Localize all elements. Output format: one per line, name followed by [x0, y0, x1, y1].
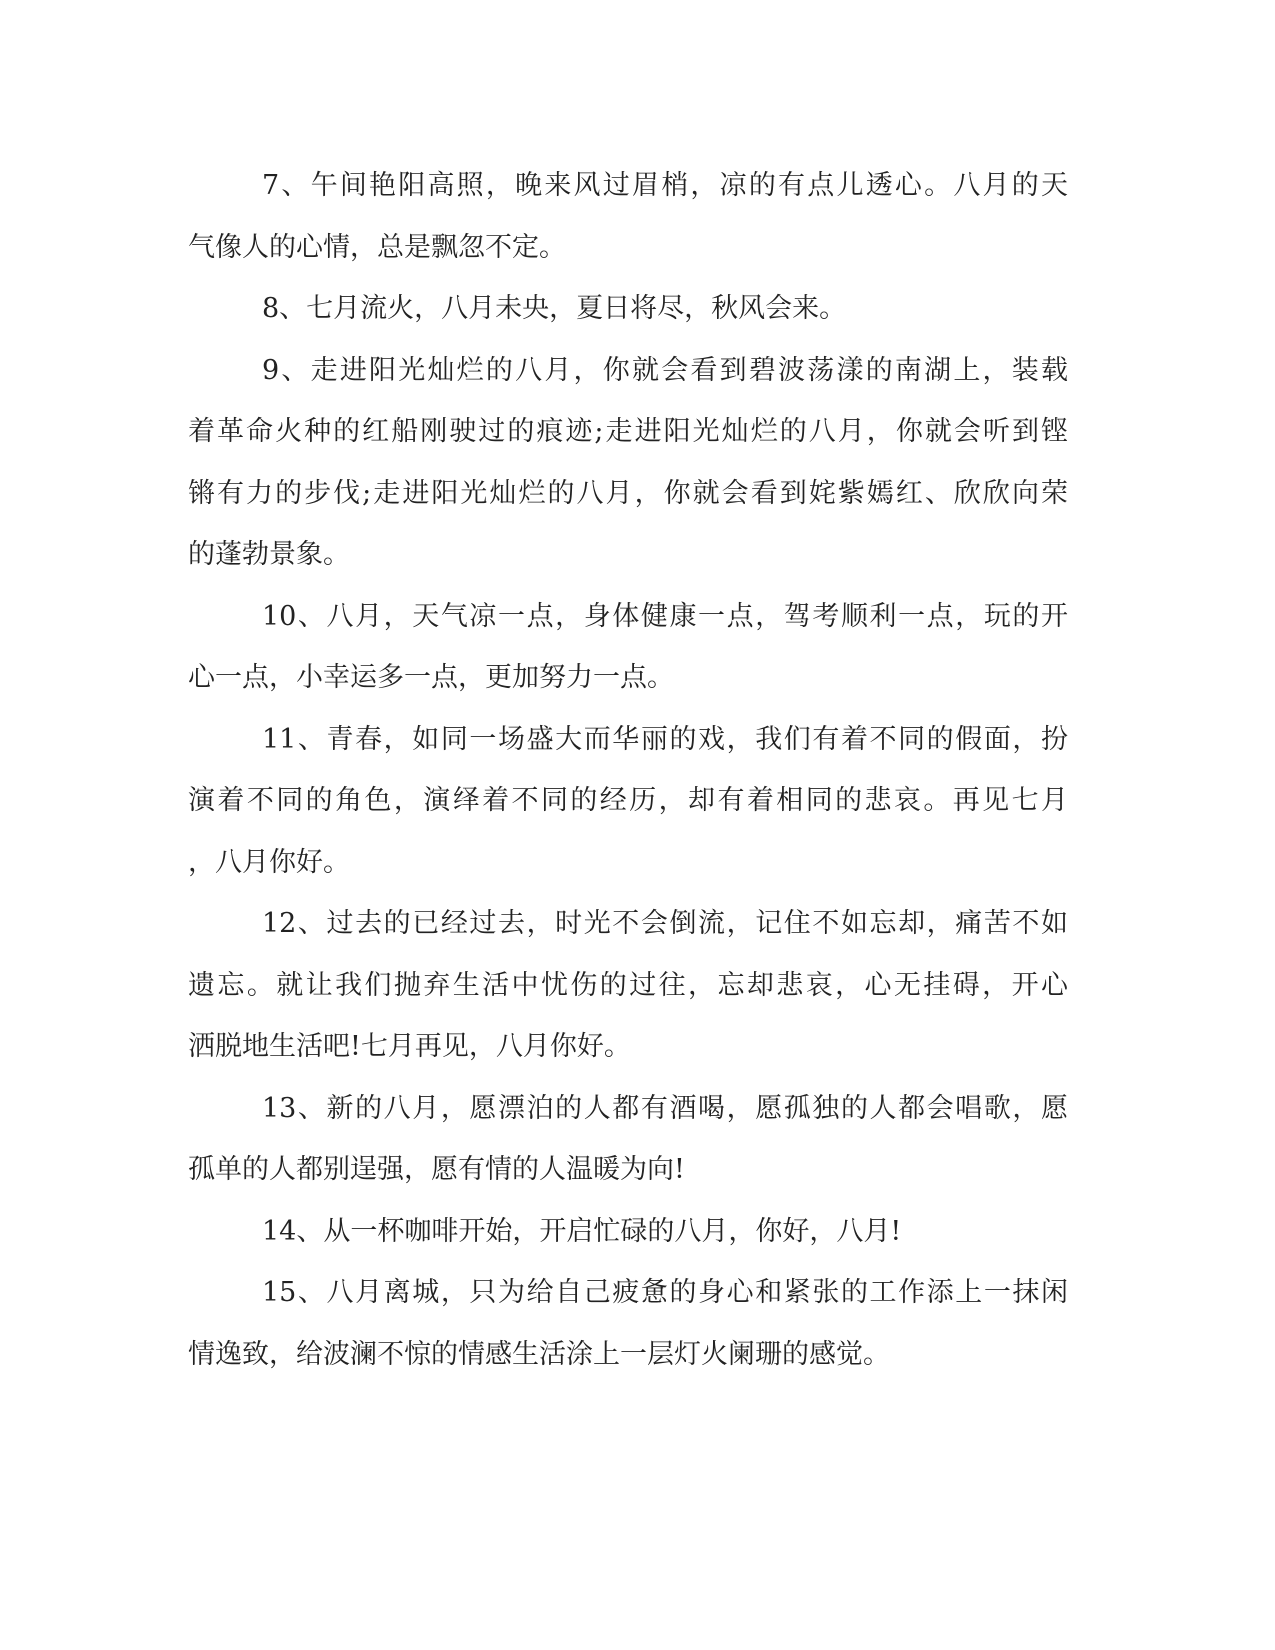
- text-line: 7、午间艳阳高照，晚来风过眉梢，凉的有点儿透心。八月的天: [262, 170, 1068, 201]
- text-line: ，八月你好。: [188, 846, 350, 878]
- text-line: 情逸致，给波澜不惊的情感生活涂上一层灯火阑珊的感觉。: [188, 1338, 890, 1370]
- text-line: 演着不同的角色，演绎着不同的经历，却有着相同的悲哀。再见七月: [188, 785, 1068, 816]
- text-line: 锵有力的步伐;走进阳光灿烂的八月，你就会看到姹紫嫣红、欣欣向荣: [188, 477, 1068, 509]
- text-line: 9、走进阳光灿烂的八月，你就会看到碧波荡漾的南湖上，装载: [262, 354, 1068, 386]
- text-line: 12、过去的已经过去，时光不会倒流，记住不如忘却，痛苦不如: [262, 908, 1068, 939]
- text-line: 的蓬勃景象。: [188, 539, 350, 570]
- text-line: 着革命火种的红船刚驶过的痕迹;走进阳光灿烂的八月，你就会听到铿: [188, 416, 1068, 447]
- text-line: 洒脱地生活吧!七月再见，八月你好。: [188, 1031, 631, 1062]
- text-line: 14、从一杯咖啡开始，开启忙碌的八月，你好，八月!: [262, 1215, 902, 1247]
- text-line: 11、青春，如同一场盛大而华丽的戏，我们有着不同的假面，扮: [262, 723, 1068, 755]
- text-line: 气像人的心情，总是飘忽不定。: [188, 231, 566, 263]
- text-line: 13、新的八月，愿漂泊的人都有酒喝，愿孤独的人都会唱歌，愿: [262, 1092, 1068, 1124]
- text-line: 孤单的人都别逞强，愿有情的人温暖为向!: [188, 1154, 685, 1185]
- text-line: 15、八月离城，只为给自己疲惫的身心和紧张的工作添上一抹闲: [262, 1277, 1068, 1308]
- text-line: 遗忘。就让我们抛弃生活中忧伤的过往，忘却悲哀，心无挂碍，开心: [188, 969, 1068, 1001]
- document-body: [188, 155, 1068, 1385]
- text-line: 10、八月，天气凉一点，身体健康一点，驾考顺利一点，玩的开: [262, 600, 1068, 632]
- text-line: 心一点，小幸运多一点，更加努力一点。: [188, 662, 674, 693]
- text-line: 8、七月流火，八月未央，夏日将尽，秋风会来。: [262, 293, 847, 324]
